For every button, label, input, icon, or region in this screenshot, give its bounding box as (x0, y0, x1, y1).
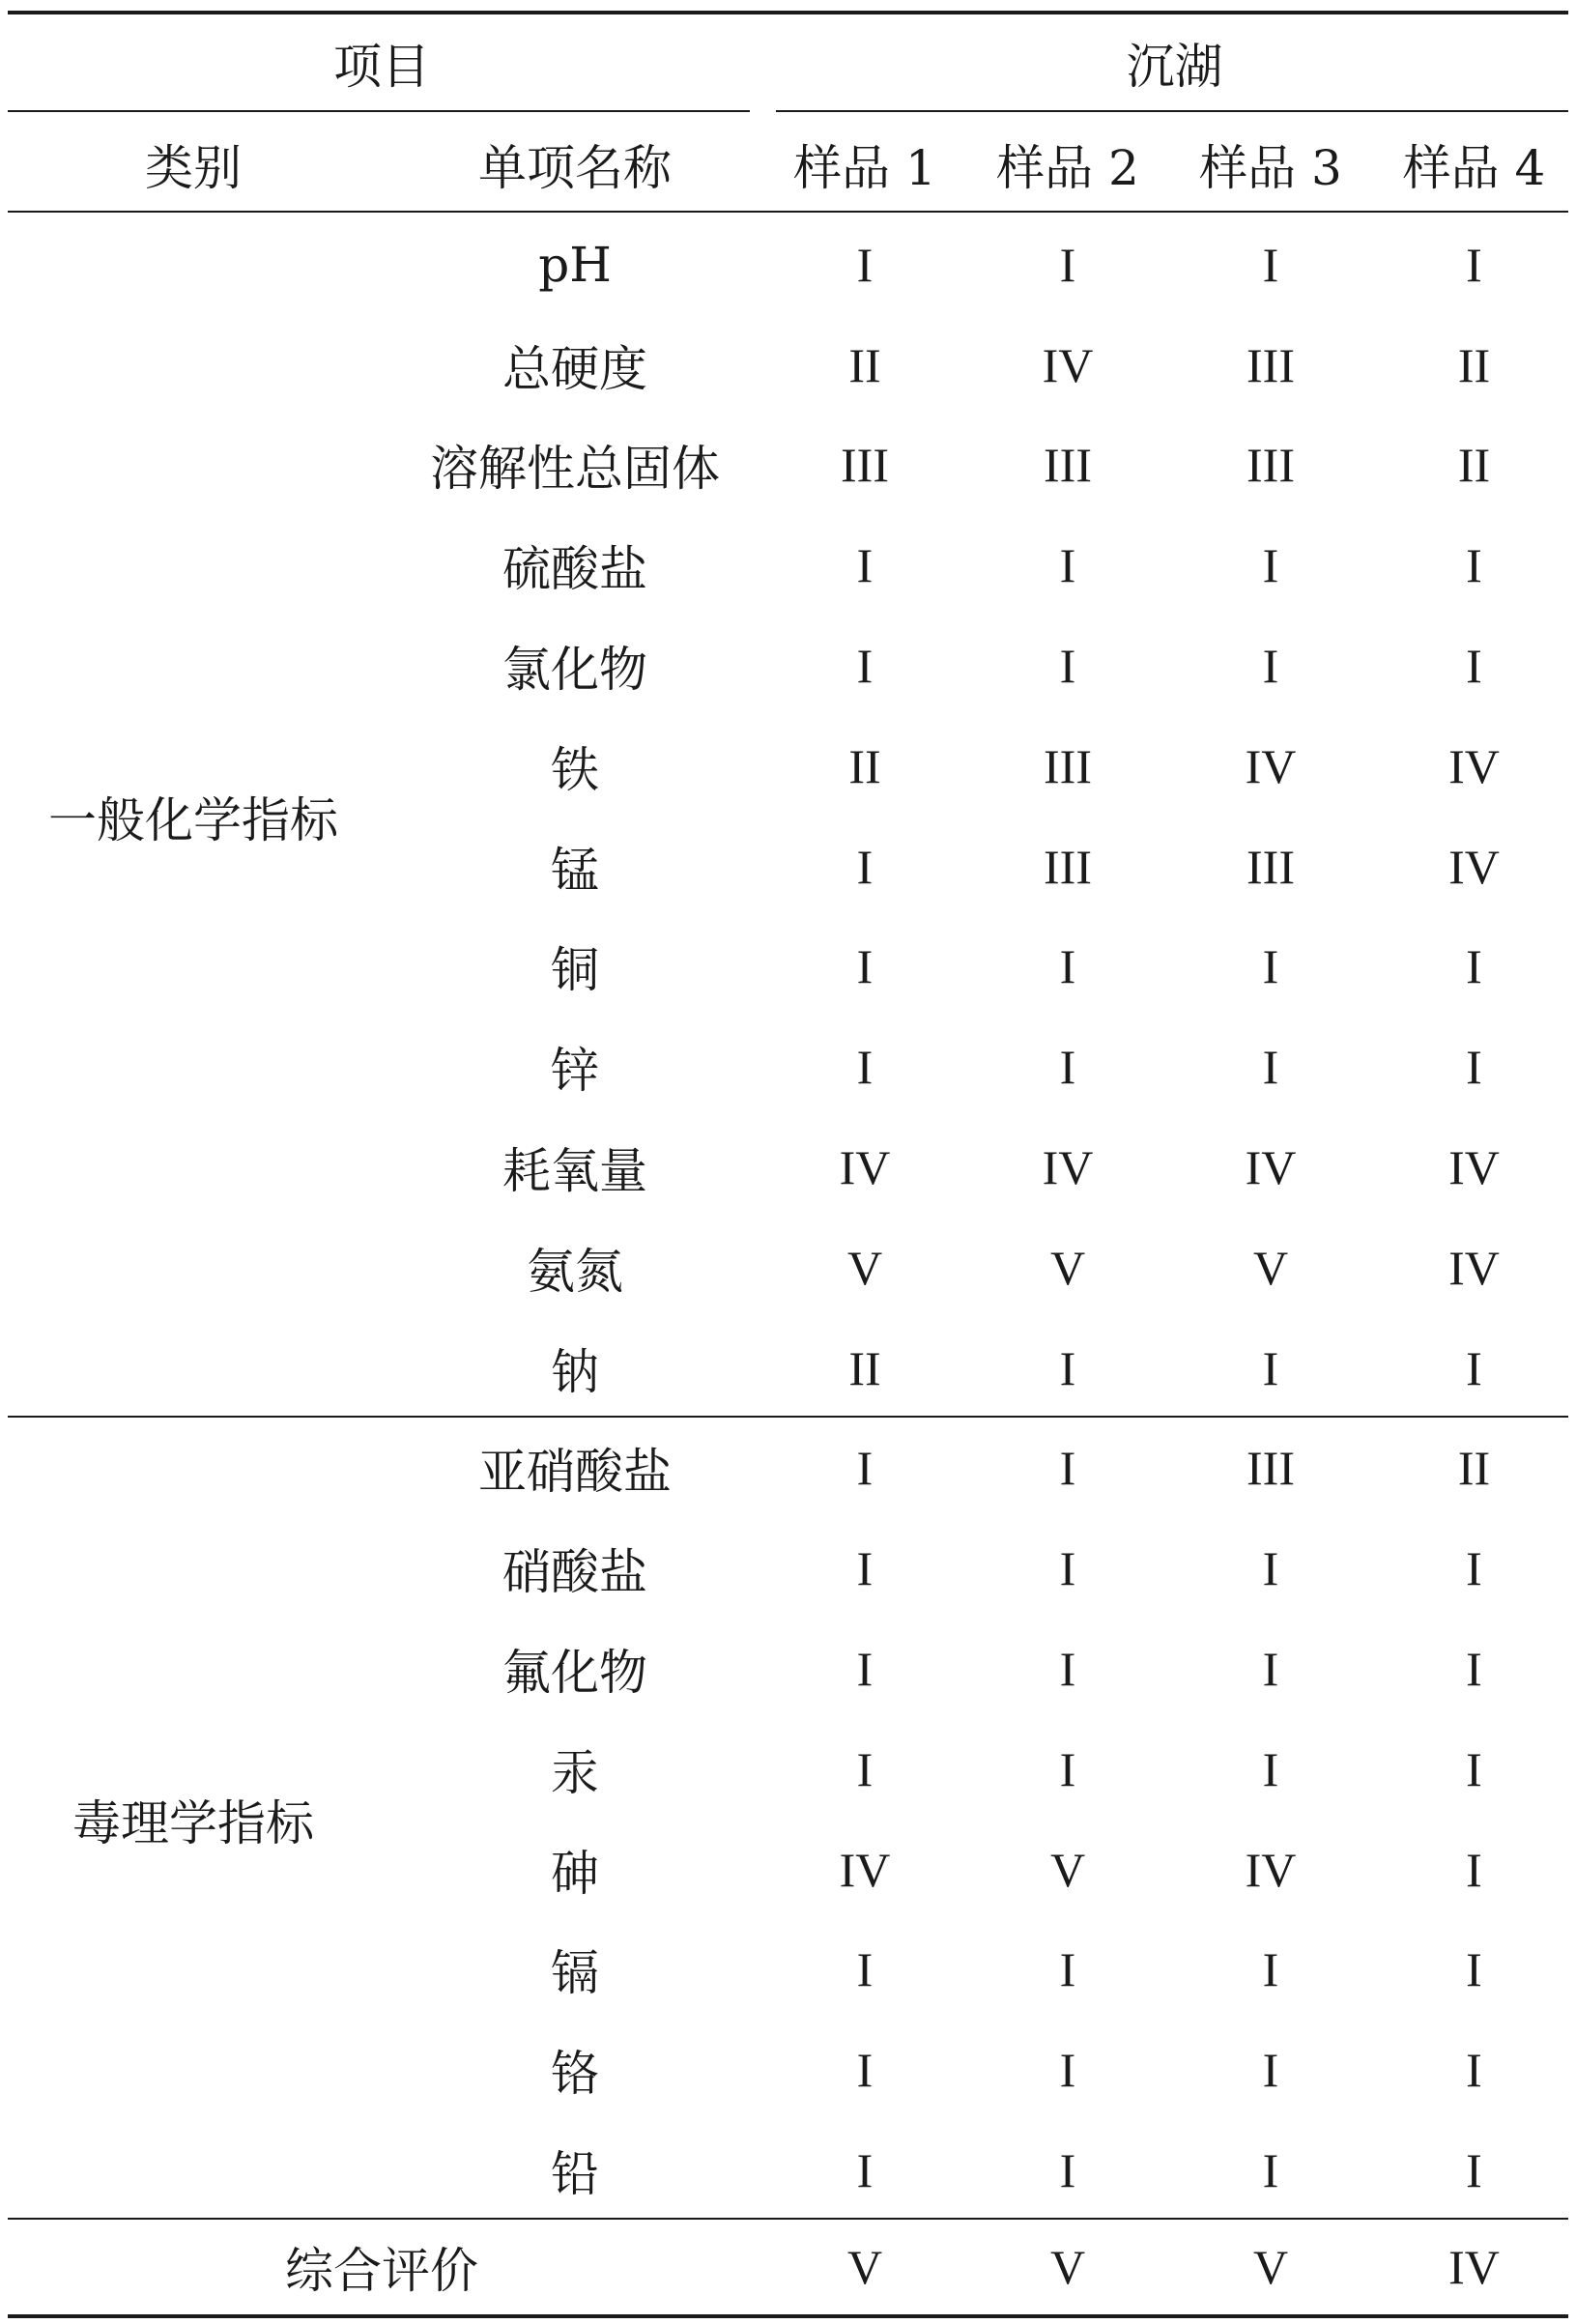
grade-cell-sample-2: I (1059, 1040, 1076, 1095)
grade-cell-sample-1: I (856, 237, 874, 292)
grade-cell-sample-2: I (1059, 639, 1076, 694)
grade-cell-sample-4: I (1466, 2143, 1482, 2198)
grade-cell-sample-4: IV (1448, 839, 1500, 894)
grade-cell-sample-2: I (1059, 1340, 1076, 1395)
grade-cell-sample-4: I (1466, 1340, 1482, 1395)
grade-cell-sample-4: I (1466, 1642, 1482, 1697)
grade-cell-sample-2: III (1044, 438, 1092, 493)
item-name-cell: 氟化物 (502, 1645, 647, 1702)
item-name-cell: 钠 (551, 1343, 599, 1400)
grade-cell-sample-2: III (1044, 839, 1092, 894)
grade-cell-sample-4: I (1466, 1842, 1482, 1897)
grade-cell-sample-2: I (1059, 1441, 1076, 1496)
item-name-cell: 总硬度 (502, 340, 647, 397)
item-column-header: 单项名称 (478, 140, 672, 196)
header-bottom-rule (8, 211, 1568, 213)
grade-cell-sample-3: III (1246, 1441, 1295, 1496)
grade-cell-sample-4: II (1457, 337, 1491, 392)
grade-cell-sample-4: I (1466, 2043, 1482, 2098)
grade-cell-sample-3: I (1262, 1040, 1279, 1095)
grade-cell-sample-1: I (856, 639, 874, 694)
summary-grade-sample-3: V (1252, 2240, 1289, 2294)
sample-3-header: 样品 3 (1199, 140, 1342, 196)
item-name-cell: 耗氧量 (502, 1143, 647, 1200)
grade-cell-sample-3: III (1246, 438, 1295, 493)
grade-cell-sample-1: I (856, 538, 874, 593)
grade-cell-sample-1: I (856, 1441, 874, 1496)
grade-cell-sample-3: V (1252, 1240, 1289, 1295)
grade-cell-sample-1: II (848, 738, 881, 793)
grade-cell-sample-2: I (1059, 2143, 1076, 2198)
grade-cell-sample-2: IV (1042, 337, 1094, 392)
grade-cell-sample-2: I (1059, 1642, 1076, 1697)
grade-cell-sample-1: I (856, 2143, 874, 2198)
grade-cell-sample-1: I (856, 1541, 874, 1596)
summary-grade-sample-4: IV (1448, 2240, 1500, 2294)
grade-cell-sample-3: I (1262, 237, 1279, 292)
item-name-cell: 氨氮 (527, 1243, 623, 1300)
grade-cell-sample-3: IV (1245, 1842, 1297, 1897)
grade-cell-sample-1: IV (839, 1140, 891, 1195)
grade-cell-sample-1: I (856, 2043, 874, 2098)
grade-cell-sample-4: II (1457, 1441, 1491, 1496)
summary-grade-sample-2: V (1049, 2240, 1086, 2294)
sample-1-header: 样品 1 (793, 140, 936, 196)
top-rule (8, 11, 1568, 14)
item-name-cell: 氯化物 (502, 642, 647, 699)
grade-cell-sample-2: I (1059, 538, 1076, 593)
item-name-cell: 铁 (551, 741, 599, 798)
project-underline (8, 110, 750, 112)
grade-cell-sample-4: I (1466, 1040, 1482, 1095)
item-name-cell: pH (538, 236, 612, 293)
item-name-cell: 铜 (551, 942, 599, 999)
grade-cell-sample-4: IV (1448, 1240, 1500, 1295)
grade-cell-sample-2: I (1059, 1541, 1076, 1596)
grade-cell-sample-1: I (856, 839, 874, 894)
site-header: 沉湖 (1126, 39, 1223, 95)
grade-cell-sample-3: I (1262, 2143, 1279, 2198)
grade-cell-sample-1: II (848, 337, 881, 392)
grade-cell-sample-3: III (1246, 337, 1295, 392)
grade-cell-sample-4: I (1466, 538, 1482, 593)
category-cell: 毒理学指标 (72, 1794, 314, 1851)
grade-cell-sample-4: I (1466, 1741, 1482, 1796)
grade-cell-sample-2: III (1044, 738, 1092, 793)
item-name-cell: 锌 (551, 1043, 599, 1100)
item-name-cell: 硝酸盐 (502, 1544, 647, 1601)
item-name-cell: 亚硝酸盐 (478, 1444, 672, 1501)
grade-cell-sample-3: I (1262, 939, 1279, 994)
sample-2-header: 样品 2 (996, 140, 1139, 196)
grade-cell-sample-3: I (1262, 1741, 1279, 1796)
grade-cell-sample-1: I (856, 939, 874, 994)
grade-cell-sample-1: IV (839, 1842, 891, 1897)
grade-cell-sample-2: V (1049, 1240, 1086, 1295)
grade-cell-sample-2: I (1059, 237, 1076, 292)
summary-label: 综合评价 (285, 2243, 478, 2299)
item-name-cell: 铬 (551, 2046, 599, 2103)
grade-cell-sample-3: I (1262, 1541, 1279, 1596)
item-name-cell: 硫酸盐 (502, 541, 647, 598)
grade-cell-sample-2: I (1059, 1942, 1076, 1997)
grade-cell-sample-2: V (1049, 1842, 1086, 1897)
grade-cell-sample-3: I (1262, 1642, 1279, 1697)
category-column-header: 类别 (145, 140, 242, 196)
grade-cell-sample-4: I (1466, 1942, 1482, 1997)
grade-cell-sample-3: III (1246, 839, 1295, 894)
grade-cell-sample-3: I (1262, 1942, 1279, 1997)
bottom-rule (8, 2314, 1568, 2318)
item-name-cell: 锰 (551, 842, 599, 899)
grade-cell-sample-2: I (1059, 939, 1076, 994)
grade-cell-sample-3: I (1262, 1340, 1279, 1395)
grade-cell-sample-1: V (846, 1240, 883, 1295)
item-name-cell: 铅 (551, 2146, 599, 2203)
grade-cell-sample-4: I (1466, 639, 1482, 694)
grade-cell-sample-2: I (1059, 1741, 1076, 1796)
grade-cell-sample-3: IV (1245, 1140, 1297, 1195)
grade-cell-sample-4: IV (1448, 1140, 1500, 1195)
grade-cell-sample-4: I (1466, 1541, 1482, 1596)
grade-cell-sample-1: I (856, 1942, 874, 1997)
category-cell: 一般化学指标 (48, 791, 338, 848)
grade-cell-sample-4: II (1457, 438, 1491, 493)
item-name-cell: 汞 (551, 1744, 599, 1801)
grade-cell-sample-1: I (856, 1741, 874, 1796)
grade-cell-sample-1: I (856, 1642, 874, 1697)
grade-cell-sample-2: I (1059, 2043, 1076, 2098)
grade-cell-sample-3: I (1262, 538, 1279, 593)
item-name-cell: 砷 (551, 1845, 599, 1902)
grade-cell-sample-3: I (1262, 639, 1279, 694)
summary-grade-sample-1: V (846, 2240, 883, 2294)
grade-cell-sample-1: I (856, 1040, 874, 1095)
grade-cell-sample-3: I (1262, 2043, 1279, 2098)
grade-cell-sample-1: II (848, 1340, 881, 1395)
item-name-cell: 溶解性总固体 (430, 441, 720, 498)
grade-cell-sample-4: I (1466, 237, 1482, 292)
project-header: 项目 (333, 39, 430, 95)
site-underline (776, 110, 1568, 112)
grade-cell-sample-1: III (841, 438, 889, 493)
grade-cell-sample-4: I (1466, 939, 1482, 994)
sample-4-header: 样品 4 (1402, 140, 1546, 196)
item-name-cell: 镉 (551, 1945, 599, 2002)
grade-cell-sample-3: IV (1245, 738, 1297, 793)
grade-cell-sample-4: IV (1448, 738, 1500, 793)
grade-cell-sample-2: IV (1042, 1140, 1094, 1195)
